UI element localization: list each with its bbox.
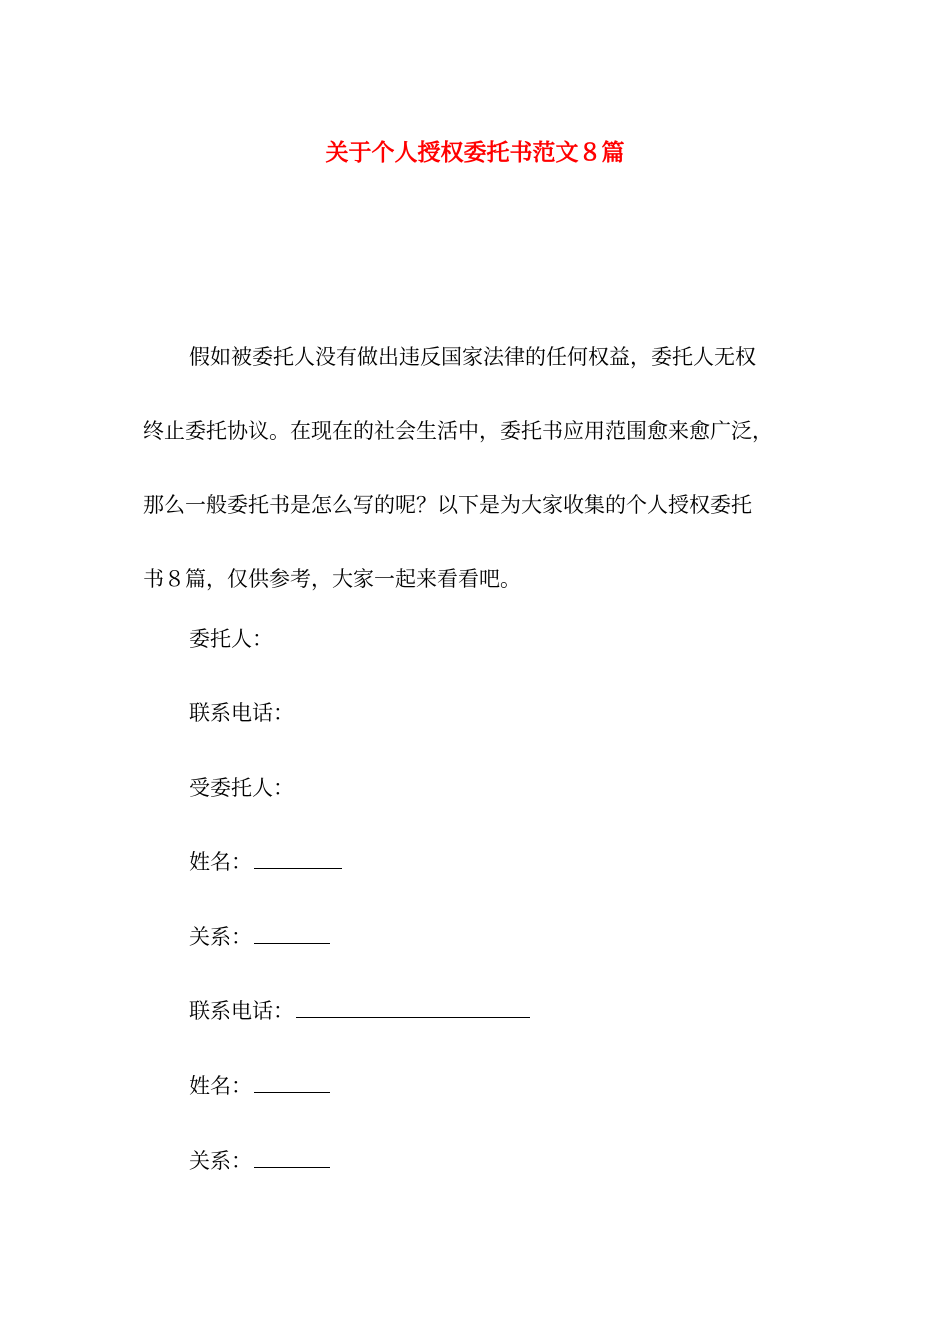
field-principal bbox=[189, 619, 273, 659]
intro-line: 书８篇，仅供参考，大家一起来看看吧。 bbox=[143, 567, 521, 591]
field-label: 关系： bbox=[189, 925, 252, 949]
document-title: 关于个人授权委托书范文８篇 bbox=[325, 139, 625, 166]
field-agent bbox=[189, 768, 294, 808]
fill-in-blank bbox=[254, 1151, 330, 1168]
fill-in-blank bbox=[254, 1076, 330, 1093]
field-principal-phone bbox=[189, 693, 294, 733]
field-label: 联系电话： bbox=[189, 701, 294, 725]
field-agent-name bbox=[189, 842, 342, 882]
field-agent-relation-2 bbox=[189, 1141, 330, 1181]
field-agent-phone bbox=[189, 991, 530, 1031]
intro-line: 那么一般委托书是怎么写的呢？以下是为大家收集的个人授权委托 bbox=[143, 493, 752, 517]
fill-in-blank bbox=[254, 927, 330, 944]
field-label: 受委托人： bbox=[189, 776, 294, 800]
field-label: 联系电话： bbox=[189, 999, 294, 1023]
field-label: 委托人： bbox=[189, 627, 273, 651]
fill-in-blank bbox=[296, 1001, 530, 1018]
intro-line: 终止委托协议。在现在的社会生活中，委托书应用范围愈来愈广泛， bbox=[143, 419, 773, 443]
fill-in-blank bbox=[254, 852, 342, 869]
intro-paragraph bbox=[143, 320, 823, 616]
field-label: 关系： bbox=[189, 1149, 252, 1173]
field-agent-relation bbox=[189, 917, 330, 957]
field-agent-name-2 bbox=[189, 1066, 330, 1106]
field-label: 姓名： bbox=[189, 850, 252, 874]
field-label: 姓名： bbox=[189, 1074, 252, 1098]
intro-line: 假如被委托人没有做出违反国家法律的任何权益，委托人无权 bbox=[189, 345, 756, 369]
